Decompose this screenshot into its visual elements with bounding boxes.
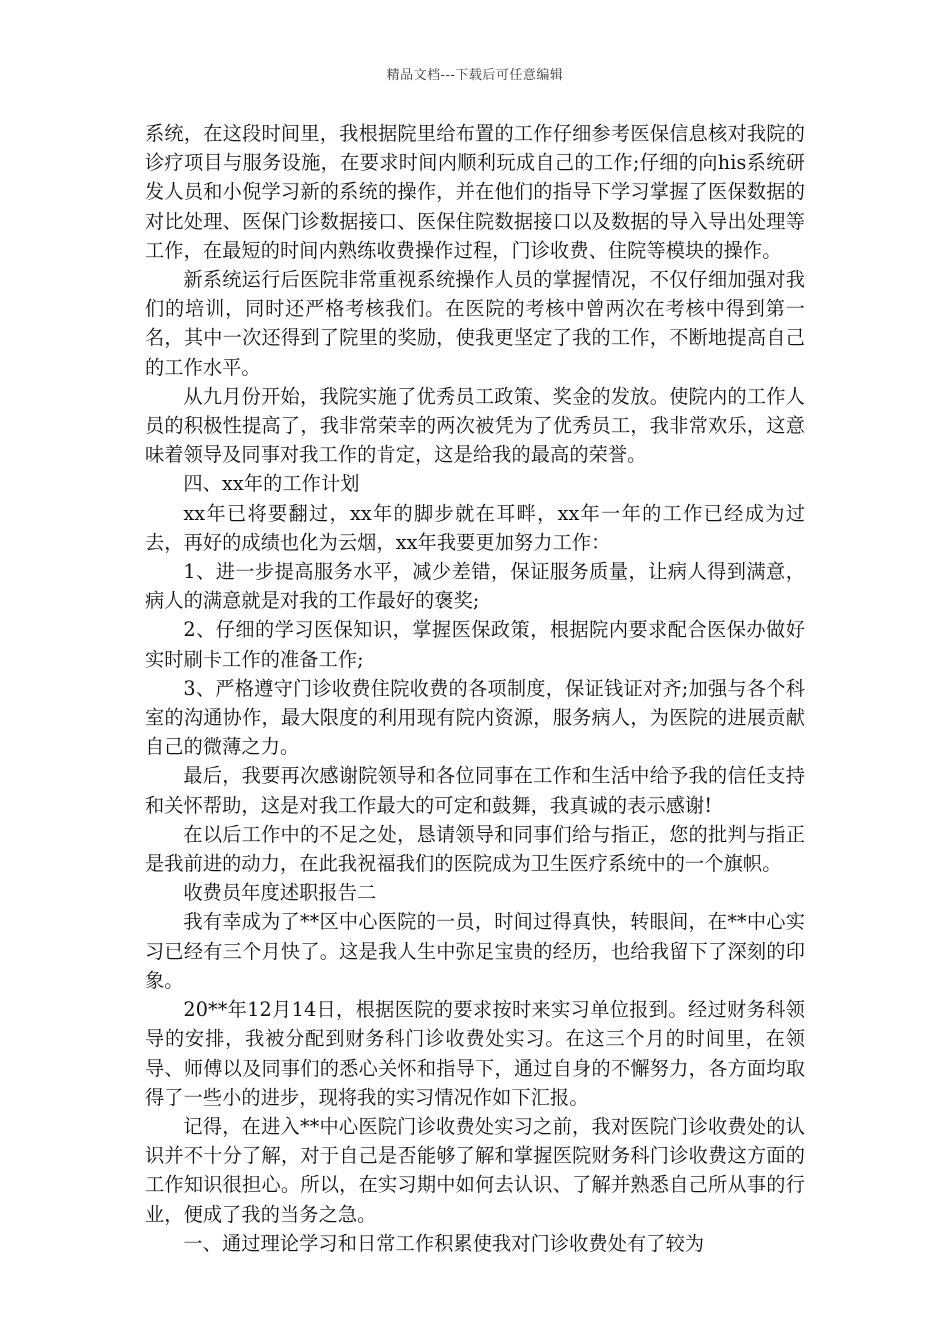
paragraph: 记得，在进入**中心医院门诊收费处实习之前，我对医院门诊收费处的认识并不十分了解，对于自己是否能够了解和掌握医院财务科门诊收费这方面的工作知识很担心。所以，在实习期中如何去认识、了解并熟悉自己所从事的行业，便成了我的当务之急。 [145, 1114, 805, 1226]
paragraph: 新系统运行后医院非常重视系统操作人员的掌握情况，不仅仔细加强对我们的培训，同时还严格考核我们。在医院的考核中曾两次在考核中得到第一名，其中一次还得到了院里的奖励，使我更坚定了我的工作，不断地提高自己的工作水平。 [145, 268, 805, 379]
paragraph: 20**年12月14日，根据医院的要求按时来实习单位报到。经过财务科领导的安排，我被分配到财务科门诊收费处实习。在这三个月的时间里，在领导、师傅以及同事们的悉心关怀和指导下，通过自身的不懈努力，各方面均取得了一些小的进步，现将我的实习情况作如下汇报。 [145, 998, 805, 1109]
paragraph: 系统，在这段时间里，我根据院里给布置的工作仔细参考医保信息核对我院的诊疗项目与服务设施，在要求时间内顺利玩成自己的工作;仔细的向his系统研发人员和小倪学习新的系统的操作，并在他们的指导下学习掌握了医保数据的对比处理、医保门诊数据接口、医保住院数据接口以及数据的导入导出处理等工作，在最短的时间内熟练收费操作过程，门诊收费、住院等模块的操作。 [145, 122, 805, 262]
paragraph: 在以后工作中的不足之处，恳请领导和同事们给与指正，您的批判与指正是我前进的动力，在此我祝福我们的医院成为卫生医疗系统中的一个旗帜。 [145, 822, 805, 876]
document-body [145, 119, 805, 1258]
section-heading: 四、xx年的工作计划 [183, 472, 360, 496]
paragraph: 从九月份开始，我院实施了优秀员工政策、奖金的发放。使院内的工作人员的积极性提高了，我非常荣幸的两次被凭为了优秀员工，我非常欢乐，这意味着领导及同事对我工作的肯定，这是给我的最高的荣誉。 [145, 384, 805, 467]
paragraph: xx年已将要翻过，xx年的脚步就在耳畔，xx年一年的工作已经成为过去，再好的成绩也化为云烟，xx年我要更加努力工作： [145, 501, 805, 554]
list-item: 3、严格遵守门诊收费住院收费的各项制度，保证钱证对齐;加强与各个科室的沟通协作，最大限度的利用现有院内资源，服务病人，为医院的进展贡献自己的微薄之力。 [145, 676, 805, 759]
list-item: 1、进一步提高服务水平，减少差错，保证服务质量，让病人得到满意，病人的满意就是对我的工作最好的褒奖; [145, 560, 805, 613]
section-heading: 收费员年度述职报告二 [183, 881, 377, 905]
paragraph: 一、通过理论学习和日常工作积累使我对门诊收费处有了较为 [183, 1231, 705, 1255]
paragraph: 最后，我要再次感谢院领导和各位同事在工作和生活中给予我的信任支持和关怀帮助，这是对我工作最大的可定和鼓舞，我真诚的表示感谢! [145, 764, 805, 817]
paragraph: 我有幸成为了**区中心医院的一员，时间过得真快，转眼间，在**中心实习已经有三个月快了。这是我人生中弥足宝贵的经历，也给我留下了深刻的印象。 [145, 910, 805, 992]
list-item: 2、仔细的学习医保知识，掌握医保政策，根据院内要求配合医保办做好实时刷卡工作的准备工作; [145, 618, 805, 671]
page-header: 精品文档---下载后可任意编辑 [386, 68, 564, 83]
